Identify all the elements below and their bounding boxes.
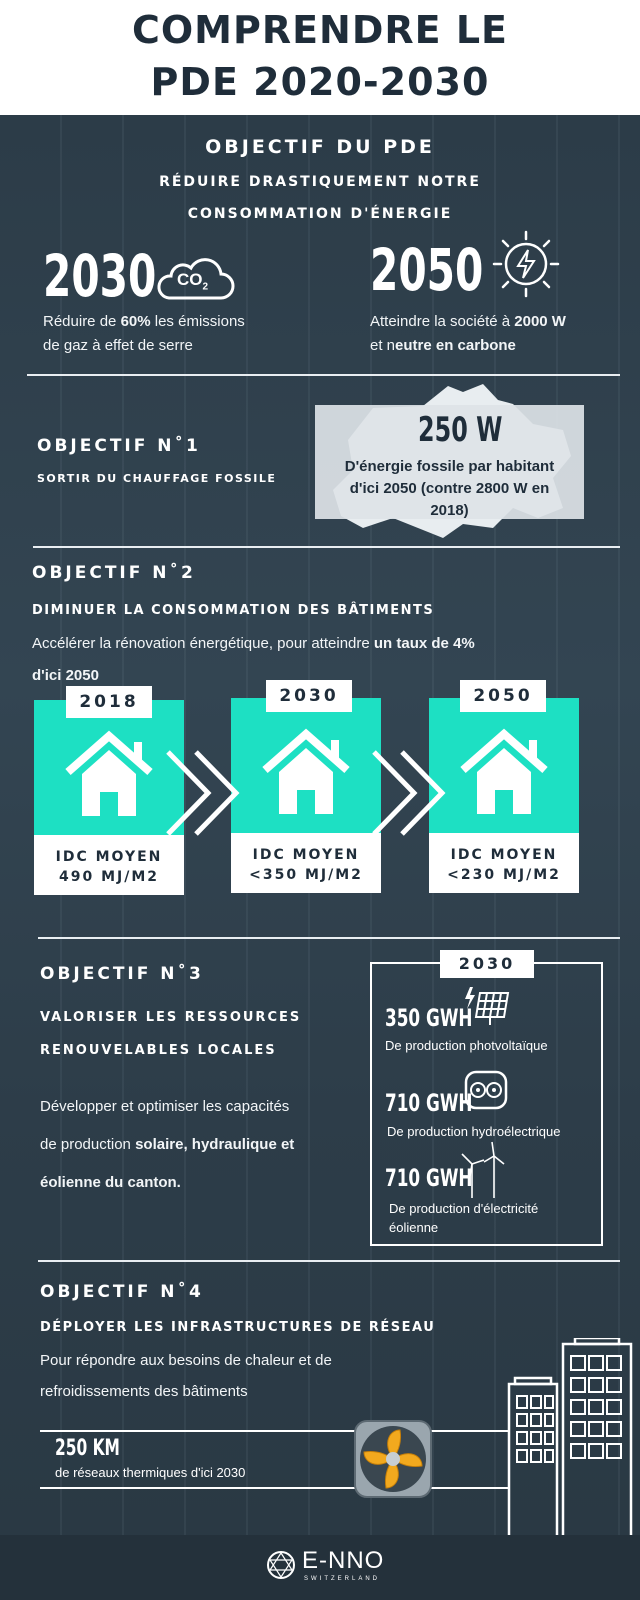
house-icon: [261, 728, 351, 816]
co2-cloud-icon: [155, 254, 235, 304]
footer-brand: E-NNO: [302, 1547, 385, 1574]
production-hydro-value: 710 GWH: [385, 1089, 473, 1117]
objectif4-title: OBJECTIF N˚4: [40, 1282, 204, 1302]
divider: [27, 374, 620, 376]
renovation-card-2018: IDC MOYEN 490 MJ/M2: [34, 700, 184, 895]
network-line-bottom: [40, 1487, 510, 1489]
footer-tagline: SWITZERLAND: [304, 1576, 381, 1582]
network-line-top: [40, 1430, 510, 1432]
objectif-pde-subtitle-2: CONSOMMATION D'ÉNERGIE: [187, 206, 453, 222]
objectif2-text: Accélérer la rénovation énergétique, pour atteindre un taux de 4% d'ici 2050: [32, 635, 475, 684]
year-box-2018: 2018: [66, 686, 152, 718]
production-hydro-label: De production hydroélectrique: [387, 1124, 561, 1139]
objectif2-title: OBJECTIF N˚2: [32, 563, 196, 583]
buildings-icon: [505, 1338, 635, 1548]
chevron-right-icon: [370, 748, 450, 838]
objectif4-text: Pour répondre aux besoins de chaleur et de refroidissements des bâtiments: [40, 1352, 332, 1400]
year-box-2050: 2050: [460, 680, 546, 712]
page-title-line1: COMPRENDRE LE: [131, 8, 509, 52]
year-box-2030: 2030: [266, 680, 352, 712]
production-wind-label: De production d'électricité éolienne: [389, 1201, 539, 1235]
divider: [38, 937, 620, 939]
objectif3-title: OBJECTIF N˚3: [40, 964, 204, 984]
year-2050: 2050: [370, 236, 484, 304]
divider: [33, 546, 620, 548]
objectif2-subtitle: DIMINUER LA CONSOMMATION DES BÂTIMENTS: [32, 603, 435, 618]
year-2030: 2030: [43, 242, 157, 310]
production-wind-value: 710 GWH: [385, 1164, 473, 1192]
page-title-line2: PDE 2020-2030: [150, 60, 490, 104]
divider: [38, 1260, 620, 1262]
objectif1-subtitle: SORTIR DU CHAUFFAGE FOSSILE: [37, 472, 277, 485]
objectif4-value-desc: de réseaux thermiques d'ici 2030: [55, 1465, 246, 1480]
wind-turbine-icon: [458, 1140, 508, 1200]
chevron-right-icon: [164, 748, 244, 838]
year-box-2030-production: 2030: [440, 950, 534, 978]
objectif-pde-title: OBJECTIF DU PDE: [205, 136, 435, 158]
energy-bolt-icon: [490, 228, 562, 300]
objectif1-title: OBJECTIF N˚1: [37, 436, 201, 456]
objectif-pde-right-text: Atteindre la société à 2000 W et neutre en carbone: [370, 313, 566, 354]
renovation-card-2030: IDC MOYEN <350 MJ/M2: [231, 698, 381, 893]
solar-panel-icon: [464, 985, 510, 1027]
production-solar-value: 350 GWH: [385, 1004, 473, 1032]
objectif4-value: 250 KM: [55, 1436, 120, 1461]
e-nno-logo-icon: [266, 1550, 296, 1580]
fan-icon: [352, 1418, 434, 1500]
co2-label: $CO_2$: [177, 270, 209, 293]
objectif3-subtitle-2: RENOUVELABLES LOCALES: [40, 1043, 277, 1058]
house-icon: [459, 728, 549, 816]
house-icon: [64, 730, 154, 818]
production-solar-label: De production photvoltaïque: [385, 1038, 548, 1053]
objectif1-value: 250 W: [418, 410, 503, 450]
turbine-icon: [462, 1070, 510, 1112]
objectif1-desc: D'énergie fossile par habitant d'ici 2050 (contre 2800 W en 2018): [344, 458, 555, 519]
objectif3-subtitle-1: VALORISER LES RESSOURCES: [40, 1010, 302, 1025]
objectif-pde-left-text: Réduire de 60% les émissions de gaz à effet de serre: [43, 313, 245, 354]
renovation-card-2050: IDC MOYEN <230 MJ/M2: [429, 698, 579, 893]
objectif3-text: Développer et optimiser les capacités de production solaire, hydraulique et éolienne du canton.: [40, 1098, 295, 1191]
objectif4-subtitle: DÉPLOYER LES INFRASTRUCTURES DE RÉSEAU: [40, 1320, 436, 1335]
objectif-pde-subtitle-1: RÉDUIRE DRASTIQUEMENT NOTRE: [159, 174, 481, 190]
